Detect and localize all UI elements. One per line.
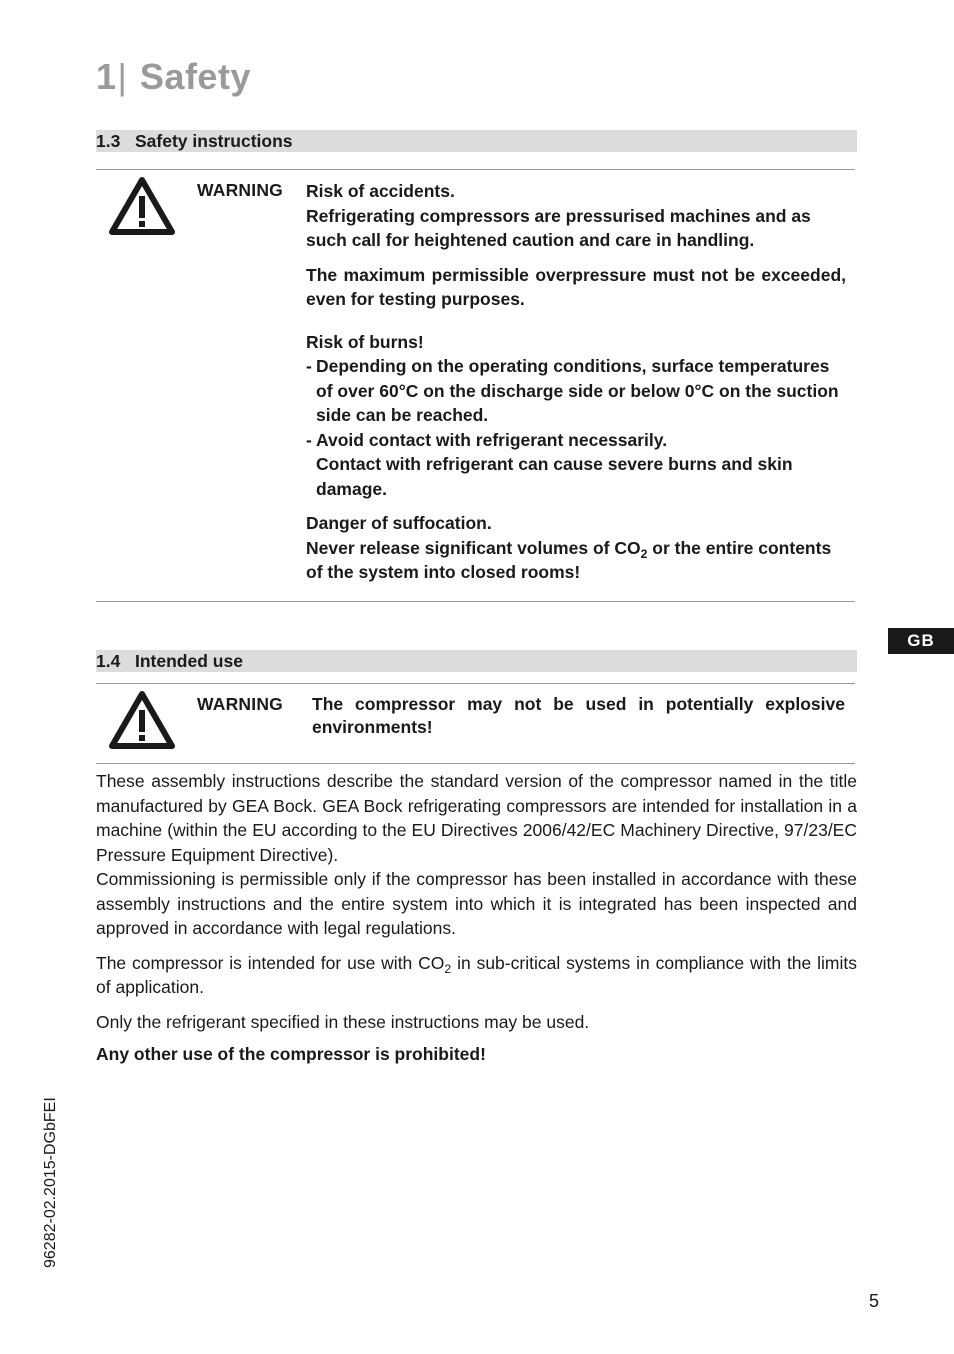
burns-title: Risk of burns!: [306, 331, 424, 352]
intended-use-warning-text: The compressor may not be used in potentially explosive environments!: [312, 694, 845, 737]
prohibited-notice: Any other use of the compressor is prohibited!: [96, 1044, 486, 1064]
divider: [96, 763, 855, 764]
paragraph: These assembly instructions describe the standard version of the compressor named in the title manufactured by GEA Bock. GEA Bock refrigerating compressors are intended for installation in a machine (within the EU according to the EU Directives 2006/42/EC Machinery Directive, 97/23/EC Pressure Equipment Directive).: [96, 771, 857, 865]
suffocation-title: Danger of suffocation.: [306, 513, 492, 533]
list-item-rest: Contact with refrigerant can cause severe burns and skin damage.: [316, 454, 793, 499]
chapter-title: [96, 56, 251, 98]
warning-triangle-icon: [109, 691, 175, 749]
paragraph: [96, 951, 857, 1000]
section-title: Safety instructions: [135, 131, 293, 151]
warning-label: WARNING: [197, 180, 283, 200]
accidents-title: Risk of accidents.: [306, 181, 455, 201]
list-dash: -: [306, 356, 312, 376]
section-number: 1.4: [96, 651, 121, 671]
list-dash: -: [306, 429, 312, 450]
document-code: 96282-02.2015-DGbFEI: [42, 1097, 59, 1268]
overpressure-text: The maximum permissible overpressure must not be exceeded, even for testing purposes.: [306, 264, 846, 309]
burns-list-item: [306, 428, 846, 502]
suffocation-text-end: or the entire contents of the system into closed rooms!: [306, 537, 832, 582]
paragraph: Commissioning is permissible only if the compressor has been installed in accordance with these assembly instructions and the entire system into which it is integrated has been inspected and approved in accordance with legal regulations.: [96, 869, 857, 938]
paragraph: Only the refrigerant specified in these instructions may be used.: [96, 1011, 590, 1032]
warning-triangle-icon: [109, 177, 175, 235]
page-number: 5: [869, 1291, 880, 1311]
divider: [96, 683, 855, 684]
language-tab: GB: [888, 628, 954, 654]
burns-list-item: [306, 354, 846, 428]
suffocation-text: [306, 536, 846, 585]
intended-use-body: [96, 769, 857, 1067]
divider: [96, 601, 855, 602]
chapter-name: Safety: [139, 56, 251, 97]
list-item-first-line: Avoid contact with refrigerant necessarily.: [316, 429, 668, 450]
safety-warning-content: [306, 179, 846, 585]
accidents-text: Refrigerating compressors are pressurised machines and as such call for heightened caution and care in handling.: [306, 205, 811, 250]
section-heading-intended-use: [96, 650, 857, 672]
section-heading-safety-instructions: [96, 130, 857, 152]
section-title: Intended use: [135, 651, 243, 671]
list-item-rest: over 60°C on the discharge side or below 0°C on the suction side can be reached.: [316, 380, 839, 425]
paragraph-start: The compressor is intended for use with CO: [96, 952, 445, 973]
divider: [96, 169, 855, 170]
suffocation-text-start: Never release significant volumes of CO: [306, 537, 641, 558]
chapter-number: 1: [96, 56, 117, 97]
paragraph-end: in sub-critical systems in compliance with the limits of application.: [96, 952, 857, 997]
section-number: 1.3: [96, 131, 121, 151]
co2-subscript: 2: [444, 961, 452, 976]
warning-label: WARNING: [197, 694, 283, 714]
list-item-first-line: Depending on the operating conditions, surface temperatures of: [316, 356, 830, 401]
co2-subscript: 2: [640, 546, 648, 561]
chapter-separator: |: [117, 56, 128, 97]
